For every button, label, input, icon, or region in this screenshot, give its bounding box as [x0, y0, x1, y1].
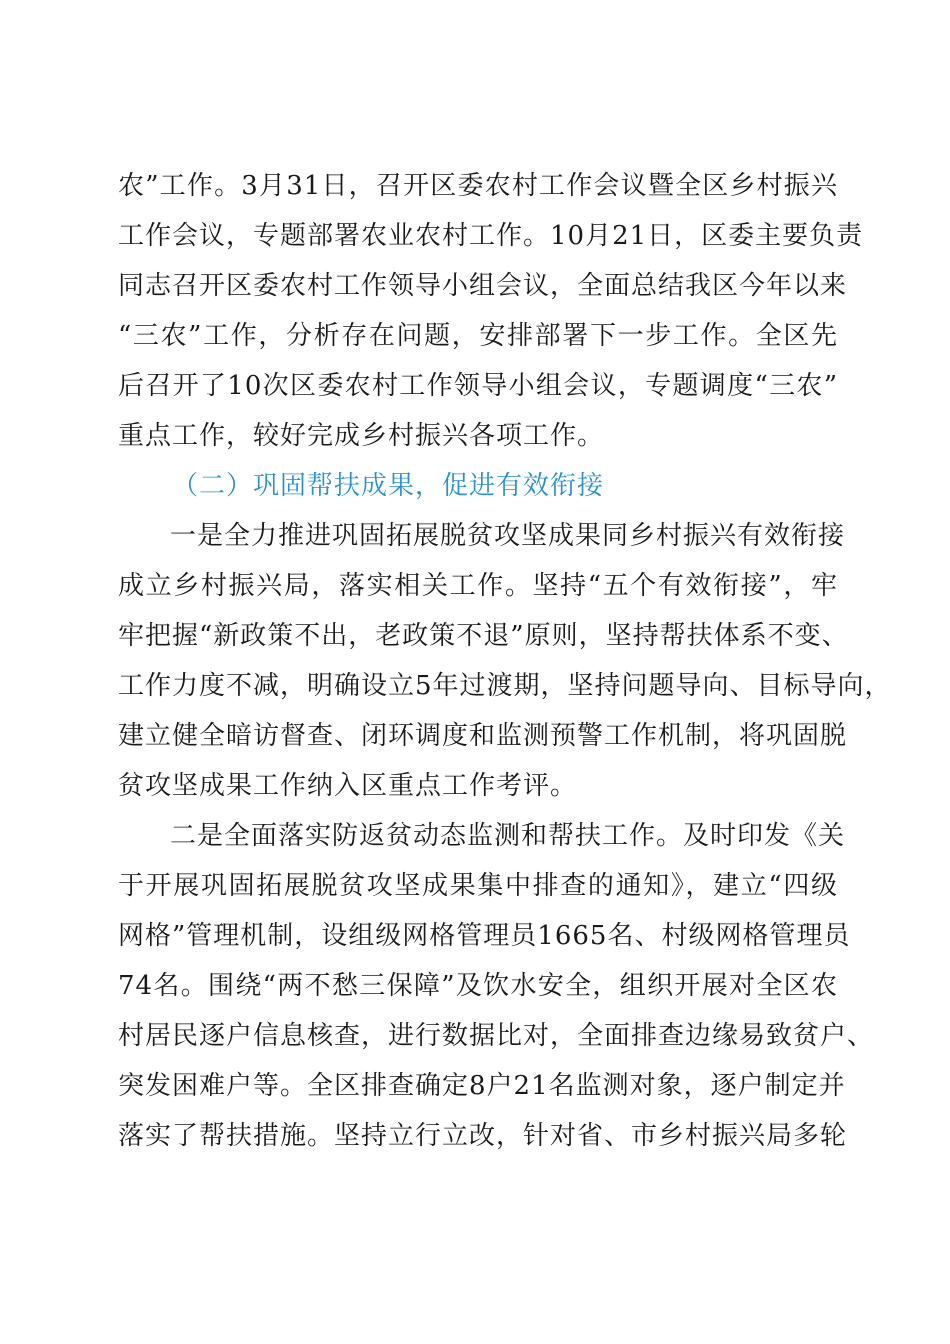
body-text-line: 后召开了10次区委农村工作领导小组会议，专题调度“三农” [118, 371, 838, 401]
body-text-line: 突发困难户等。全区排查确定8户21名监测对象，逐户制定并 [118, 1071, 846, 1101]
body-text-line: 牢把握“新政策不出，老政策不退”原则，坚持帮扶体系不变、 [118, 621, 849, 651]
body-text-line: 74名。围绕“两不愁三保障”及饮水安全，组织开展对全区农 [118, 971, 838, 1001]
paragraph-first-line: 一是全力推进巩固拓展脱贫攻坚成果同乡村振兴有效衔接 [170, 521, 846, 551]
body-text-line: 工作会议，专题部署农业农村工作。10月21日，区委主要负责 [118, 221, 864, 251]
body-text-line: 成立乡村振兴局，落实相关工作。坚持“五个有效衔接”，牢 [118, 571, 838, 601]
paragraph-first-line: 二是全面落实防返贫动态监测和帮扶工作。及时印发《关 [170, 821, 846, 851]
body-text-line: 重点工作，较好完成乡村振兴各项工作。 [118, 421, 605, 451]
body-text-line: 建立健全暗访督查、闭环调度和监测预警工作机制，将巩固脱 [118, 721, 848, 751]
body-text-line: 农”工作。3月31日，召开区委农村工作会议暨全区乡村振兴 [118, 171, 838, 201]
body-text-line: 村居民逐户信息核查，进行数据比对，全面排查边缘易致贫户、 [118, 1021, 875, 1051]
section-heading: （二）巩固帮扶成果，促进有效衔接 [172, 471, 605, 501]
body-text-line: “三农”工作，分析存在问题，安排部署下一步工作。全区先 [118, 321, 838, 351]
body-text-line: 落实了帮扶措施。坚持立行立改，针对省、市乡村振兴局多轮 [118, 1121, 848, 1151]
body-text-line: 于开展巩固拓展脱贫攻坚成果集中排查的通知》，建立“四级 [118, 871, 838, 901]
body-text-line: 工作力度不减，明确设立5年过渡期，坚持问题导向、目标导向， [118, 671, 892, 701]
body-text-line: 同志召开区委农村工作领导小组会议，全面总结我区今年以来 [118, 271, 848, 301]
body-text-line: 网格”管理机制，设组级网格管理员1665名、村级网格管理员 [118, 921, 851, 951]
body-text-line: 贫攻坚成果工作纳入区重点工作考评。 [118, 771, 578, 801]
